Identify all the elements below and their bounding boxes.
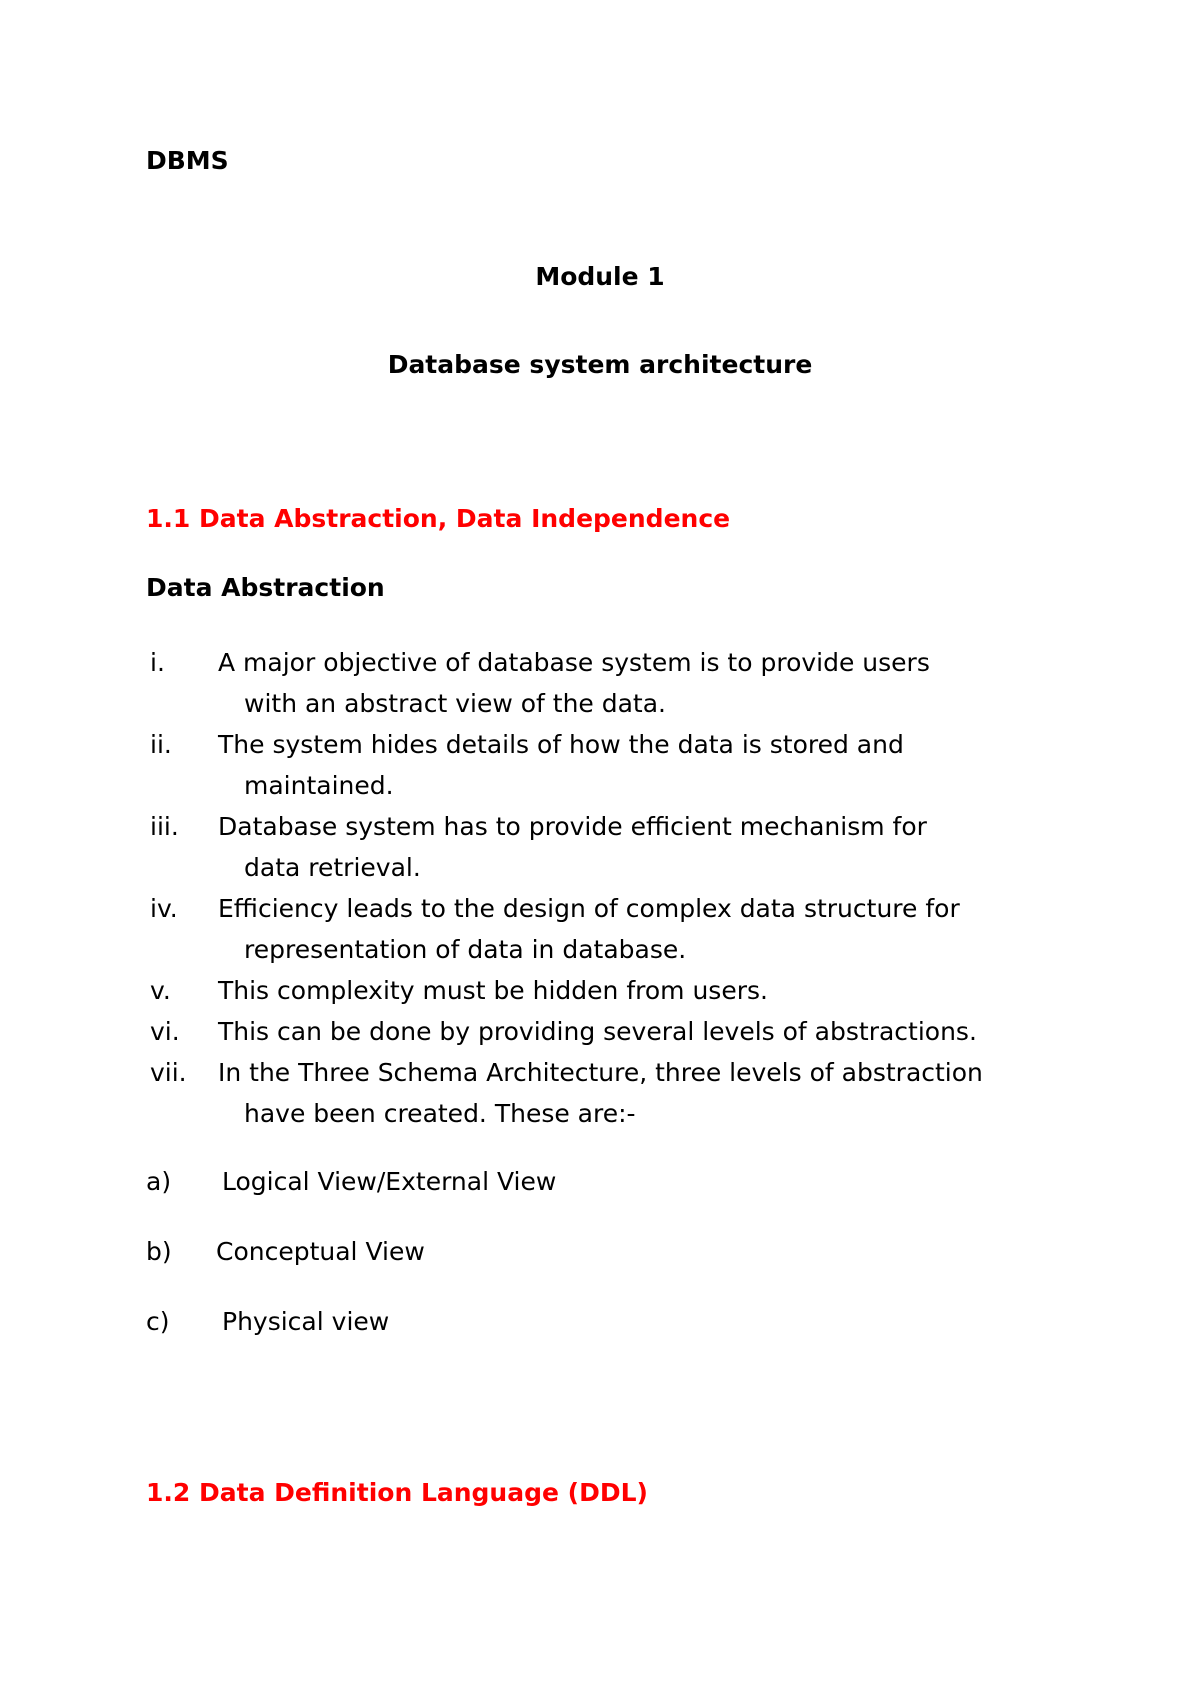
view-item-logical [146, 1167, 556, 1197]
list-item-number: iv. [150, 894, 178, 923]
list-item-number: iii. [150, 812, 179, 841]
view-label: Conceptual View [216, 1237, 425, 1266]
list-item-number: i. [150, 648, 165, 677]
course-title: DBMS [146, 146, 229, 175]
view-label: Logical View/External View [222, 1167, 557, 1196]
view-item-conceptual [146, 1237, 425, 1267]
list-item-text: This complexity must be hidden from users. [218, 976, 768, 1005]
list-item-text-cont: data retrieval. [244, 853, 421, 882]
list-item-text: The system hides details of how the data is stored and [218, 730, 904, 759]
list-item-text: A major objective of database system is to provide users [218, 648, 930, 677]
view-item-physical [146, 1307, 389, 1337]
view-letter: a) [146, 1167, 172, 1196]
list-item-number: ii. [150, 730, 172, 759]
list-item-text-cont: have been created. These are:- [244, 1099, 636, 1128]
list-item [150, 724, 1060, 806]
section-heading-1-2: 1.2 Data Definition Language (DDL) [146, 1478, 648, 1507]
list-item-number: vi. [150, 1017, 180, 1046]
subheading-data-abstraction: Data Abstraction [146, 573, 385, 602]
list-item [150, 1011, 1060, 1052]
list-item-text: In the Three Schema Architecture, three levels of abstraction [218, 1058, 983, 1087]
list-item [150, 806, 1060, 888]
list-item [150, 888, 1060, 970]
view-letter: b) [146, 1237, 172, 1266]
list-item-text-cont: with an abstract view of the data. [244, 689, 666, 718]
list-item-text: This can be done by providing several levels of abstractions. [218, 1017, 977, 1046]
abstraction-points-list [150, 642, 1060, 1134]
list-item-text: Database system has to provide efficient mechanism for [218, 812, 927, 841]
list-item-number: v. [150, 976, 171, 1005]
list-item-number: vii. [150, 1058, 187, 1087]
list-item-text: Efficiency leads to the design of complex data structure for [218, 894, 960, 923]
section-heading-1-1: 1.1 Data Abstraction, Data Independence [146, 504, 731, 533]
view-label: Physical view [222, 1307, 390, 1336]
list-item [150, 642, 1060, 724]
view-letter: c) [146, 1307, 170, 1336]
list-item [150, 1052, 1060, 1134]
list-item [150, 970, 1060, 1011]
list-item-text-cont: representation of data in database. [244, 935, 687, 964]
module-number: Module 1 [535, 262, 665, 291]
module-title: Database system architecture [387, 350, 813, 379]
list-item-text-cont: maintained. [244, 771, 394, 800]
